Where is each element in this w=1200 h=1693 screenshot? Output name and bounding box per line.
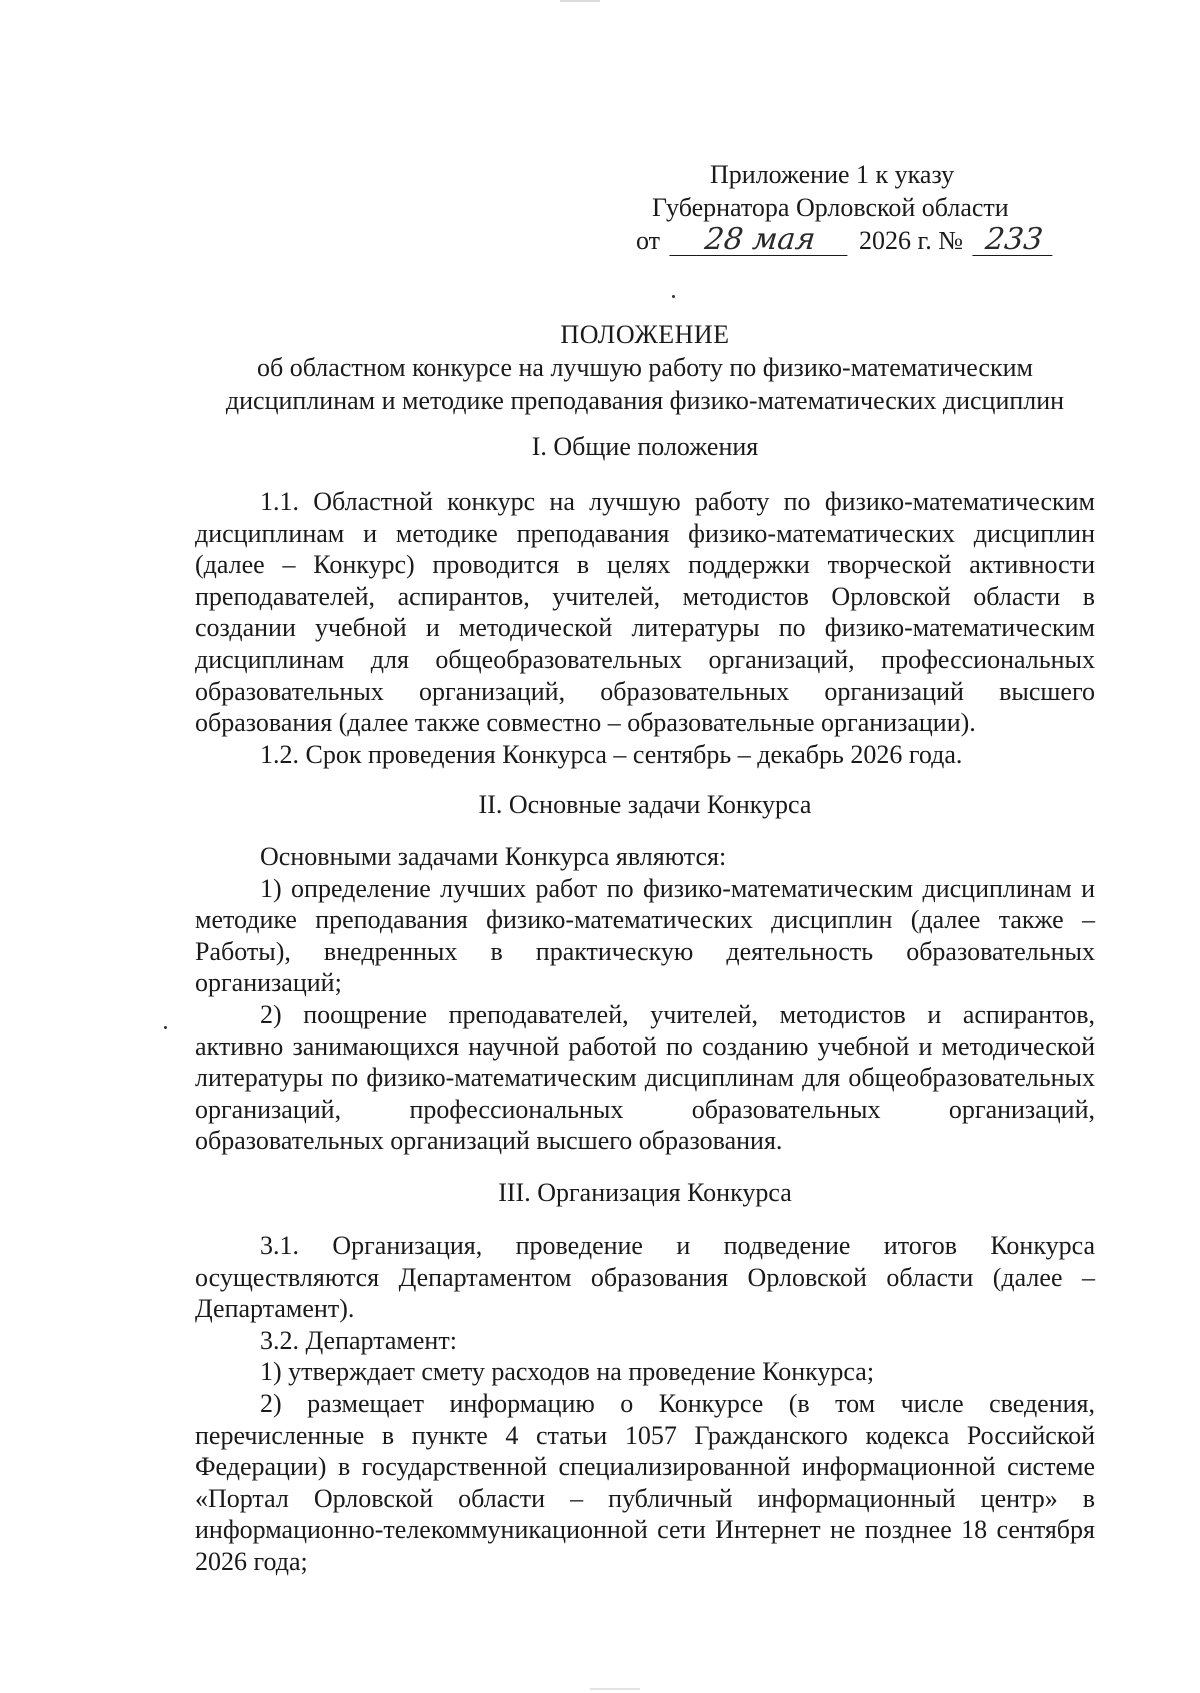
paragraph-1-1: 1.1. Областной конкурс на лучшую работу по физико-математическим дисциплинам и методике преподавания физико-математических дисциплин (далее – Конкурс) проводится в целях поддержки творческой активности преподавателей, аспирантов, учителей, методистов Орловской области в создании учебной и методической литературы по физико-математическим дисциплинам для общеобразовательных организаций, профессиональных образовательных организаций, образовательных организаций высшего образования (далее также совместно – образовательные организации). [195, 487, 1095, 738]
section-1-body [195, 486, 1095, 770]
from-label: от [636, 226, 661, 255]
scan-dot-margin [164, 1026, 167, 1029]
section-3-item-1: 1) утверждает смету расходов на проведение Конкурса; [260, 1357, 875, 1387]
annex-date-line [636, 224, 1054, 257]
scan-dot [672, 295, 675, 298]
paragraph-1-2: 1.2. Срок проведения Конкурса – сентябрь – декабрь 2026 года. [260, 739, 963, 769]
section-2-body [195, 841, 1095, 1157]
document-subtitle-line-1: об областном конкурсе на лучшую работу по физико-математическим [257, 353, 1033, 382]
document-title-block [100, 318, 1190, 417]
year-text: 2026 г. № [859, 226, 964, 255]
section-2-intro: Основными задачами Конкурса являются: [260, 842, 727, 871]
handwritten-date: 28 мая [669, 225, 850, 256]
section-2-heading: II. Основные задачи Конкурса [478, 790, 812, 819]
document-title: ПОЛОЖЕНИЕ [560, 320, 730, 349]
section-2-item-2: 2) поощрение преподавателей, учителей, методистов и аспирантов, активно занимающихся научной работой по созданию учебной и методической литературы по физико-математическим дисциплинам для общеобразовательных организаций, профессиональных образовательных организаций, образовательных организаций высшего образования. [195, 999, 1095, 1156]
section-1-heading: I. Общие положения [531, 432, 759, 461]
annex-line-1: Приложение 1 к указу [710, 160, 955, 189]
handwritten-number: 233 [972, 225, 1055, 256]
section-3-body [195, 1230, 1095, 1578]
document-subtitle-line-2: дисциплинам и методике преподавания физико-математических дисциплин [225, 386, 1065, 415]
annex-line-2: Губернатора Орловской области [652, 193, 1009, 222]
scan-artifact-top [560, 0, 600, 2]
section-2-item-1: 1) определение лучших работ по физико-математическим дисциплинам и методике преподавания физико-математических дисциплин (далее также – Работы), внедренных в практическую деятельность образовательных организаций; [195, 873, 1095, 998]
scan-artifact-bottom [590, 1688, 640, 1690]
section-3-item-2: 2) размещает информацию о Конкурсе (в том числе сведения, перечисленные в пункте 4 статьи 1057 Гражданского кодекса Российской Федерации) в государственной специализированной информационной системе «Портал Орловской области – публичный информационный центр» в информационно-телекоммуникационной сети Интернет не позднее 18 сентября 2026 года; [195, 1388, 1095, 1576]
paragraph-3-2: 3.2. Департамент: [260, 1325, 457, 1355]
paragraph-3-1: 3.1. Организация, проведение и подведение итогов Конкурса осуществляются Департаментом образования Орловской области (далее – Департамент). [195, 1231, 1095, 1324]
section-3-heading: III. Организация Конкурса [498, 1178, 792, 1207]
